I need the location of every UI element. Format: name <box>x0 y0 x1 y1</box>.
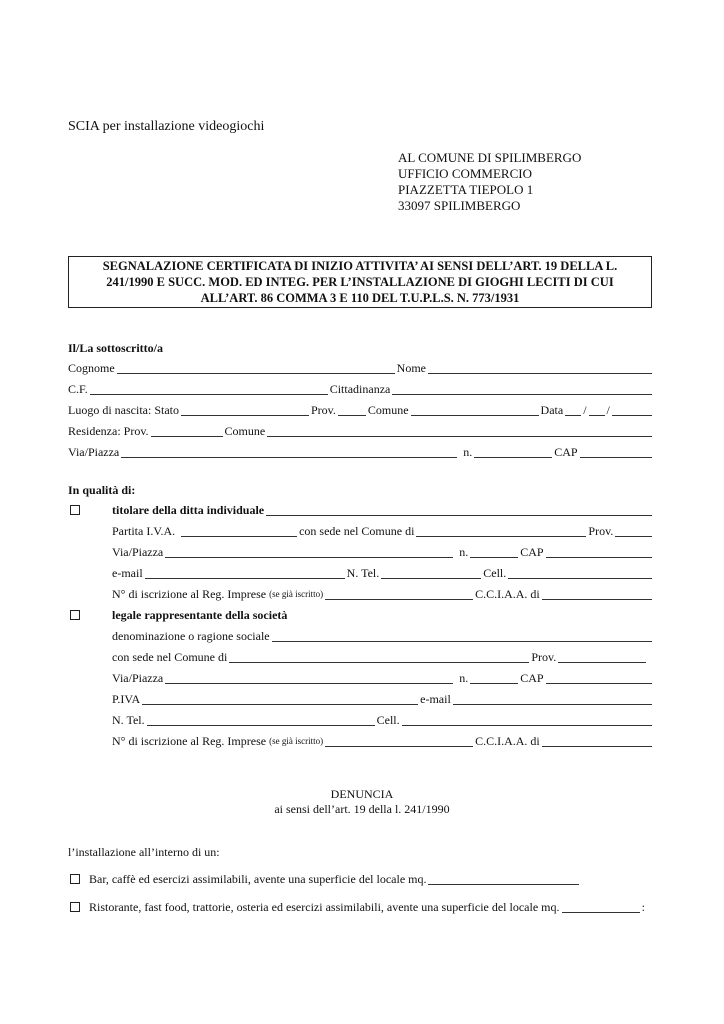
legale-via-label: Via/Piazza <box>112 671 164 685</box>
recipient-address <box>398 150 581 214</box>
recipient-line-3: PIAZZETTA TIEPOLO 1 <box>398 182 534 197</box>
titolare-piva-field[interactable] <box>181 525 297 537</box>
data-nascita-label: Data <box>540 403 564 417</box>
residenza-prov-field[interactable] <box>151 425 223 437</box>
titolare-iscrizione-label: N° di iscrizione al Reg. Imprese <box>112 587 267 601</box>
form-title-line-2: 241/1990 E SUCC. MOD. ED INTEG. PER L’INSTALLAZIONE DI GIOGHI LECITI DI CUI <box>106 275 614 289</box>
titolare-label: titolare della ditta individuale <box>112 503 265 517</box>
data-giorno-field[interactable] <box>565 404 581 416</box>
legale-piva-label: P.IVA <box>112 692 141 706</box>
residenza-comune-label: Comune <box>224 424 266 438</box>
titolare-sede-label: con sede nel Comune di <box>299 524 415 538</box>
legale-sede-field[interactable] <box>229 651 529 663</box>
row-legale-denominazione <box>112 629 654 644</box>
bar-option-label: Bar, caffè ed esercizi assimilabili, avente una superficie del locale mq. <box>89 872 427 886</box>
legale-cciaa-field[interactable] <box>542 735 652 747</box>
row-titolare-piva <box>112 524 654 539</box>
legale-cap-label: CAP <box>520 671 544 685</box>
row-legale-iscrizione <box>112 734 654 749</box>
sottoscritto-heading: Il/La sottoscritto/a <box>68 341 163 355</box>
legale-cell-field[interactable] <box>402 714 652 726</box>
row-cf-cittadinanza <box>68 382 654 397</box>
ristorante-superficie-field[interactable] <box>562 901 640 913</box>
legale-prov-field[interactable] <box>558 651 646 663</box>
titolare-email-label: e-mail <box>112 566 143 580</box>
cognome-label: Cognome <box>68 361 115 375</box>
document-subject: SCIA per installazione videogiochi <box>68 119 265 134</box>
stato-nascita-field[interactable] <box>181 404 309 416</box>
recipient-line-4: 33097 SPILIMBERGO <box>398 198 521 213</box>
cittadinanza-field[interactable] <box>392 383 652 395</box>
form-title-box <box>68 256 652 308</box>
luogo-nascita-label: Luogo di nascita: Stato <box>68 403 179 417</box>
bar-superficie-field[interactable] <box>428 873 579 885</box>
row-titolare-contatti <box>112 566 654 581</box>
form-title-line-1: SEGNALAZIONE CERTIFICATA DI INIZIO ATTIVITA’ AI SENSI DELL’ART. 19 DELLA L. <box>102 259 618 273</box>
row-titolare-via <box>112 545 654 560</box>
legale-tel-label: N. Tel. <box>112 713 145 727</box>
cf-field[interactable] <box>90 383 328 395</box>
data-anno-field[interactable] <box>612 404 652 416</box>
titolare-field[interactable] <box>266 504 652 516</box>
titolare-se-iscritto-note: (se già iscritto) <box>269 589 324 599</box>
cittadinanza-label: Cittadinanza <box>329 382 391 396</box>
row-titolare <box>112 503 654 518</box>
data-mese-field[interactable] <box>589 404 605 416</box>
row-legale-via <box>112 671 654 686</box>
legale-iscrizione-label: N° di iscrizione al Reg. Imprese <box>112 734 267 748</box>
titolare-via-field[interactable] <box>165 546 453 558</box>
titolare-n-label: n. <box>459 545 469 559</box>
legale-label: legale rappresentante della società <box>112 608 288 622</box>
legale-cap-field[interactable] <box>546 672 652 684</box>
cap-label: CAP <box>554 445 578 459</box>
row-via-residenza <box>68 445 654 460</box>
row-legale-sede <box>112 650 648 665</box>
legale-tel-field[interactable] <box>147 714 375 726</box>
legale-piva-field[interactable] <box>142 693 418 705</box>
nome-label: Nome <box>396 361 426 375</box>
row-nascita: Luogo di nascita: Stato Prov. Comune Data / / <box>68 403 654 418</box>
legale-n-label: n. <box>459 671 469 685</box>
titolare-cell-field[interactable] <box>508 567 652 579</box>
row-residenza <box>68 424 654 439</box>
titolare-cell-label: Cell. <box>483 566 507 580</box>
titolare-email-field[interactable] <box>145 567 345 579</box>
legale-denominazione-field[interactable] <box>272 630 652 642</box>
cognome-field[interactable] <box>117 362 395 374</box>
titolare-cciaa-label: C.C.I.A.A. di <box>475 587 540 601</box>
row-titolare-iscrizione <box>112 587 654 602</box>
denuncia-title: DENUNCIA <box>330 787 394 801</box>
via-label: Via/Piazza <box>68 445 120 459</box>
titolare-tel-field[interactable] <box>381 567 481 579</box>
legale-checkbox[interactable] <box>70 610 80 620</box>
titolare-prov-field[interactable] <box>615 525 652 537</box>
ristorante-colon: : <box>641 900 645 914</box>
legale-email-field[interactable] <box>453 693 652 705</box>
legale-cell-label: Cell. <box>376 713 400 727</box>
legale-se-iscritto-note: (se già iscritto) <box>269 736 324 746</box>
bar-checkbox[interactable] <box>70 874 80 884</box>
denuncia-subtitle: ai sensi dell’art. 19 della l. 241/1990 <box>274 802 450 816</box>
recipient-line-2: UFFICIO COMMERCIO <box>398 166 532 181</box>
titolare-tel-label: N. Tel. <box>346 566 380 580</box>
legale-prov-label: Prov. <box>531 650 557 664</box>
row-ristorante <box>89 900 645 915</box>
comune-nascita-field[interactable] <box>411 404 539 416</box>
row-legale-tel <box>112 713 654 728</box>
ristorante-checkbox[interactable] <box>70 902 80 912</box>
qualita-heading: In qualità di: <box>68 483 136 497</box>
legale-cciaa-label: C.C.I.A.A. di <box>475 734 540 748</box>
recipient-line-1: AL COMUNE DI SPILIMBERGO <box>398 150 582 165</box>
via-field[interactable] <box>121 446 457 458</box>
legale-sede-label: con sede nel Comune di <box>112 650 228 664</box>
titolare-cciaa-field[interactable] <box>542 588 652 600</box>
comune-nascita-label: Comune <box>367 403 409 417</box>
form-title-line-3: ALL’ART. 86 COMMA 3 E 110 DEL T.U.P.L.S. N. 773/1931 <box>200 291 520 305</box>
cap-field[interactable] <box>580 446 652 458</box>
legale-denominazione-label: denominazione o ragione sociale <box>112 629 270 643</box>
legale-email-label: e-mail <box>420 692 451 706</box>
titolare-cap-field[interactable] <box>546 546 652 558</box>
n-field[interactable] <box>474 446 552 458</box>
nome-field[interactable] <box>428 362 652 374</box>
row-legale-piva <box>112 692 654 707</box>
titolare-via-label: Via/Piazza <box>112 545 164 559</box>
prov-nascita-field[interactable] <box>338 404 366 416</box>
legale-via-field[interactable] <box>165 672 453 684</box>
cf-label: C.F. <box>68 382 88 396</box>
titolare-checkbox[interactable] <box>70 505 80 515</box>
titolare-iscrizione-field[interactable] <box>325 588 473 600</box>
row-cognome-nome <box>68 361 654 376</box>
row-legale <box>112 608 654 623</box>
denuncia-block <box>0 787 724 817</box>
titolare-sede-field[interactable] <box>416 525 586 537</box>
legale-n-field[interactable] <box>470 672 518 684</box>
titolare-n-field[interactable] <box>470 546 518 558</box>
ristorante-option-label: Ristorante, fast food, trattorie, osteria ed esercizi assimilabili, avente una superficie del locale mq. <box>89 900 560 914</box>
residenza-comune-field[interactable] <box>267 425 652 437</box>
titolare-prov-label: Prov. <box>588 524 614 538</box>
titolare-piva-label: Partita I.V.A. <box>112 524 176 538</box>
legale-iscrizione-field[interactable] <box>325 735 473 747</box>
titolare-cap-label: CAP <box>520 545 544 559</box>
residenza-prov-label: Residenza: Prov. <box>68 424 149 438</box>
row-bar <box>89 872 581 887</box>
prov-nascita-label: Prov. <box>310 403 336 417</box>
installazione-intro: l’installazione all’interno di un: <box>68 845 220 859</box>
n-label: n. <box>463 445 473 459</box>
